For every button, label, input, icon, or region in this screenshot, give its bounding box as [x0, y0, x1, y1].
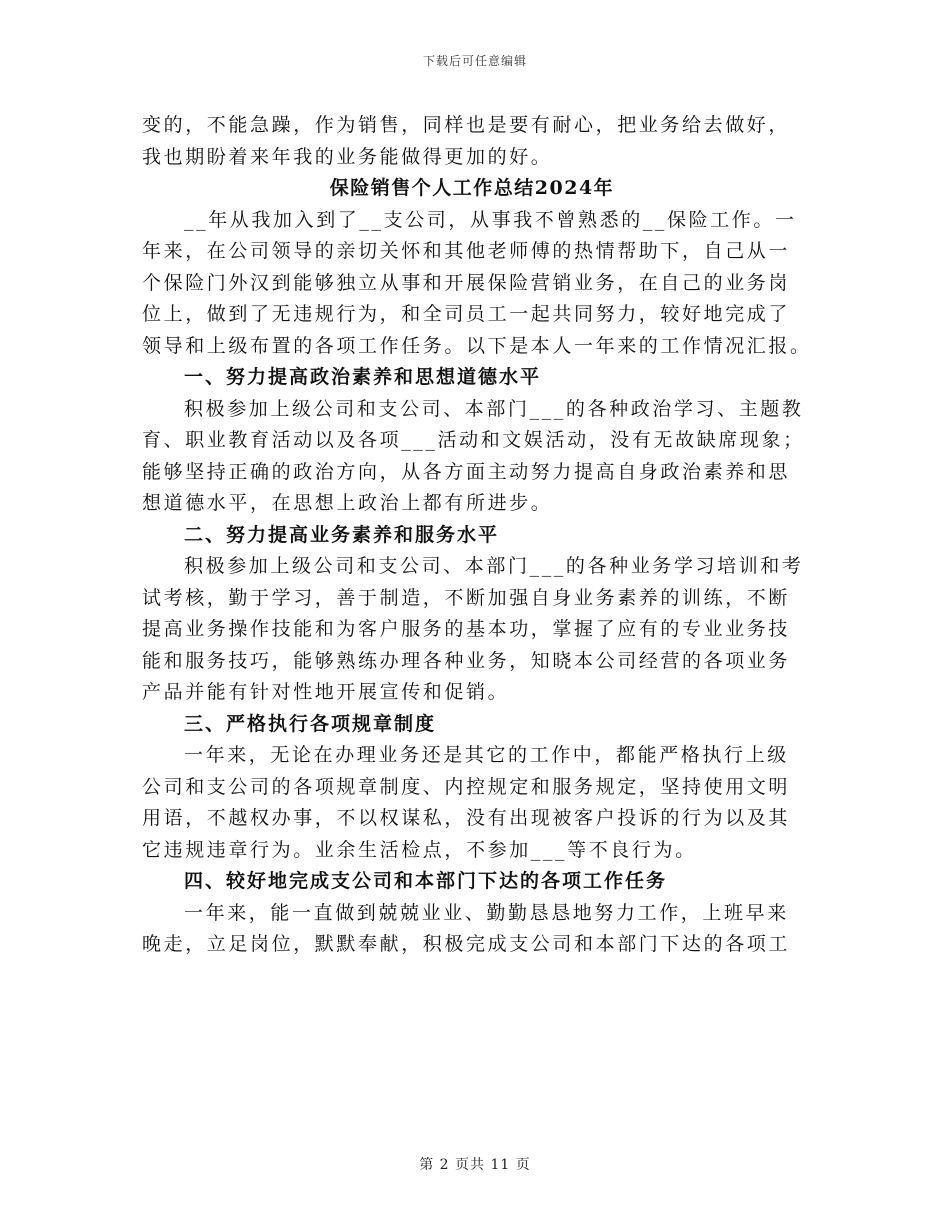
- paragraph-line: 一年来，无论在办理业务还是其它的工作中，都能严格执行上级: [184, 744, 789, 766]
- paragraph-line: 产品并能有针对性地开展宣传和促销。: [142, 681, 510, 703]
- document-body: [142, 110, 812, 961]
- page-header: 下载后可任意编辑: [422, 54, 527, 68]
- section-heading-4: 四、较好地完成支公司和本部门下达的各项工作任务: [184, 870, 668, 892]
- paragraph-line: 它违规违章行为。业余生活检点，不参加___等不良行为。: [142, 838, 697, 861]
- paragraph-line: 一年来，能一直做到兢兢业业、勤勤恳恳地努力工作，上班早来: [184, 901, 789, 924]
- paragraph-line: 想道德水平，在思想上政治上都有所进步。: [142, 492, 553, 514]
- paragraph-line: __年从我加入到了__支公司，从事我不曾熟悉的__保险工作。一: [184, 208, 797, 231]
- paragraph-line: 用语，不越权办事，不以权谋私，没有出现被客户投诉的行为以及其: [142, 807, 791, 829]
- paragraph-line: 提高业务操作技能和为客户服务的基本功，掌握了应有的专业业务技: [142, 618, 791, 640]
- paragraph-line: 晚走，立足岗位，默默奉献，积极完成支公司和本部门下达的各项工: [142, 933, 791, 955]
- paragraph-line: 公司和支公司的各项规章制度、内控规定和服务规定，坚持使用文明: [142, 775, 791, 798]
- page-footer: 第 2 页共 11 页: [419, 1157, 531, 1173]
- paragraph-line: 积极参加上级公司和支公司、本部门___的各种政治学习、主题教: [184, 397, 804, 420]
- paragraph-line: 育、职业教育活动以及各项___活动和文娱活动，没有无故缺席现象；: [142, 429, 805, 451]
- paragraph-line: 个保险门外汉到能够独立从事和开展保险营销业务，在自己的业务岗: [142, 271, 791, 294]
- section-heading-2: 二、努力提高业务素养和服务水平: [184, 523, 500, 546]
- paragraph-line: 试考核，勤于学习，善于制造，不断加强自身业务素养的训练，不断: [142, 586, 791, 609]
- paragraph-line: 积极参加上级公司和支公司、本部门___的各种业务学习培训和考: [184, 555, 804, 577]
- document-title: 保险销售个人工作总结2024年: [329, 177, 615, 199]
- paragraph-line: 领导和上级布置的各项工作任务。以下是本人一年来的工作情况汇报。: [142, 334, 812, 357]
- paragraph-line: 我也期盼着来年我的业务能做得更加的好。: [142, 145, 553, 168]
- section-heading-3: 三、严格执行各项规章制度: [184, 712, 437, 735]
- paragraph-line: 位上，做到了无违规行为，和全司员工一起共同努力，较好地完成了: [142, 303, 791, 325]
- paragraph-line: 能够坚持正确的政治方向，从各方面主动努力提高自身政治素养和思: [142, 460, 791, 483]
- paragraph-line: 变的，不能急躁，作为销售，同样也是要有耐心，把业务给去做好，: [142, 114, 791, 136]
- paragraph-line: 年来，在公司领导的亲切关怀和其他老师傅的热情帮助下，自己从一: [142, 240, 791, 262]
- paragraph-line: 能和服务技巧，能够熟练办理各种业务，知晓本公司经营的各项业务: [142, 649, 791, 672]
- section-heading-1: 一、努力提高政治素养和思想道德水平: [184, 366, 542, 388]
